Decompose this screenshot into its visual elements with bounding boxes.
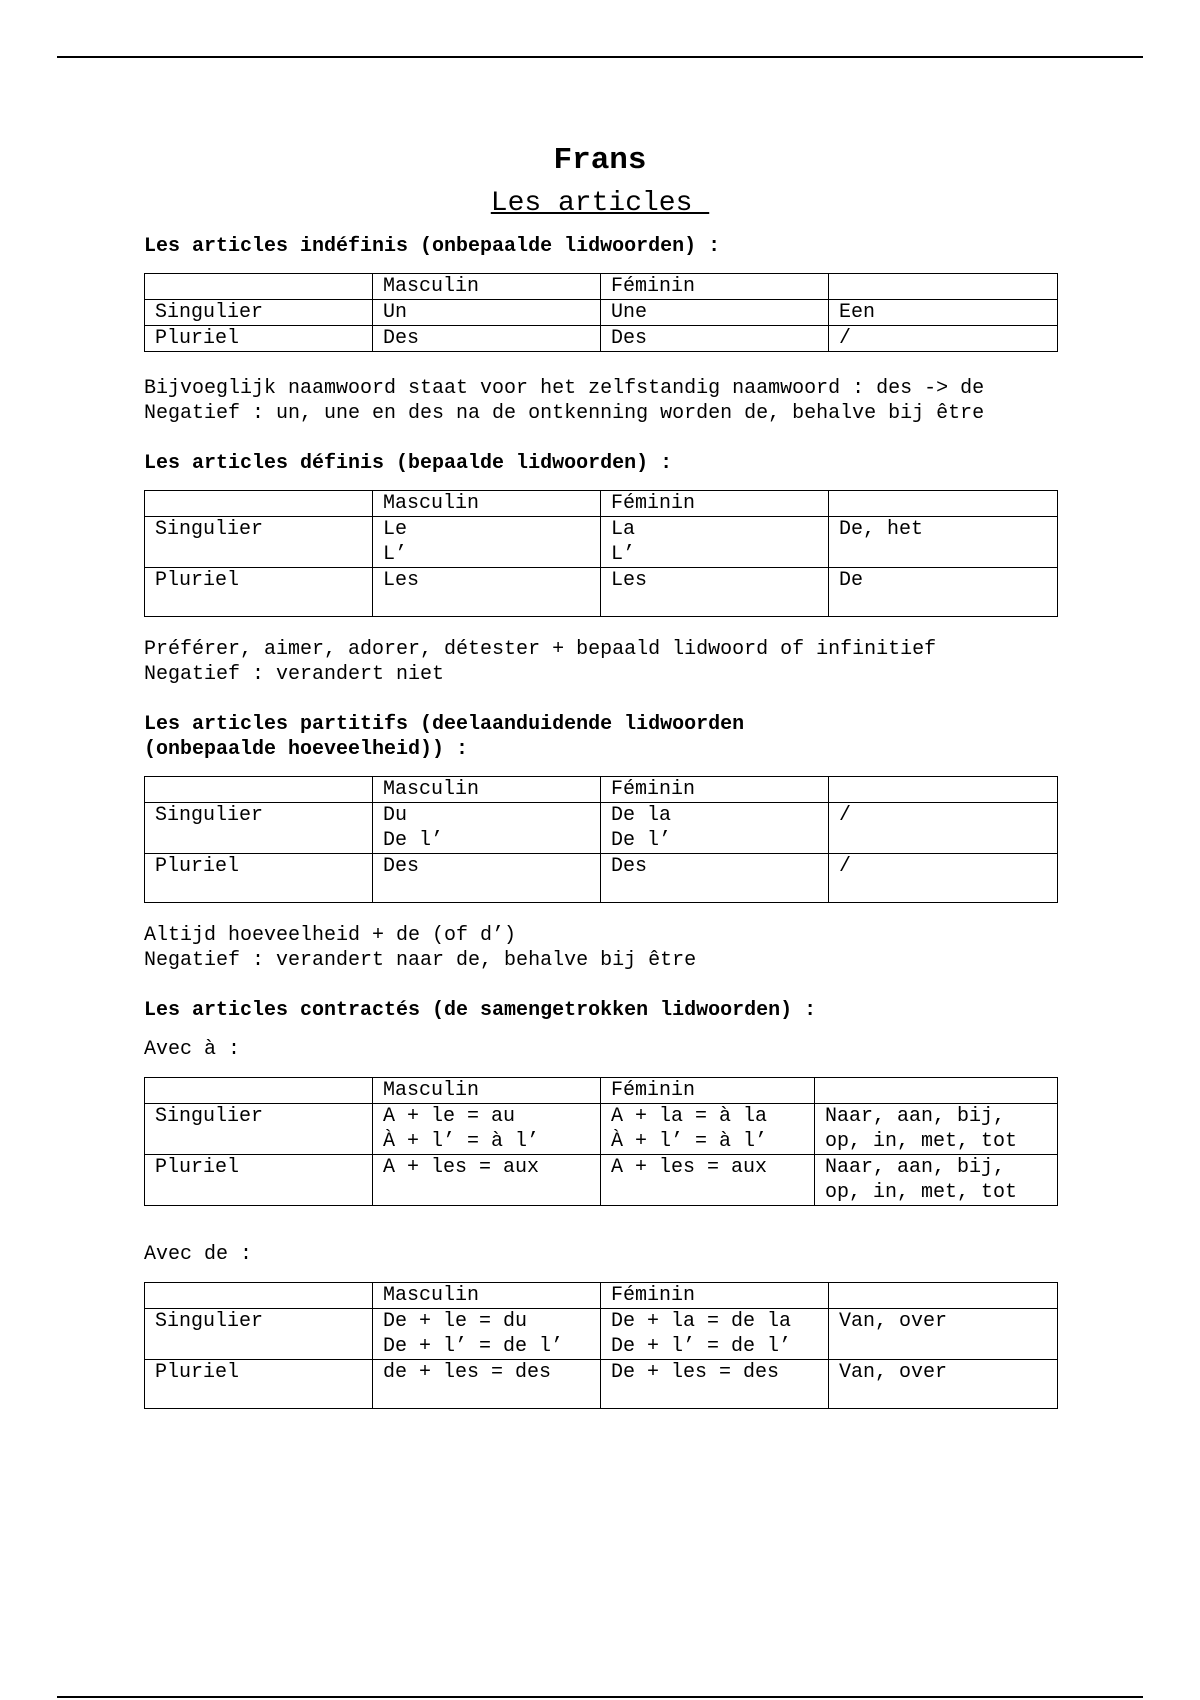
- table-cell: [829, 777, 1058, 803]
- table-cell: Les: [601, 568, 829, 617]
- top-rule: [57, 56, 1143, 58]
- table-cell: Pluriel: [145, 568, 373, 617]
- table-cell: Le L’: [373, 517, 601, 568]
- page-subtitle: [0, 186, 1200, 222]
- document-content: [144, 140, 1144, 1409]
- table-cell: Un: [373, 300, 601, 326]
- table-cell: [815, 1078, 1058, 1104]
- table-cell: Een: [829, 300, 1058, 326]
- table-row: [145, 1104, 1058, 1155]
- note-line: Bijvoeglijk naamwoord staat voor het zelfstandig naamwoord : des -> de: [144, 377, 985, 400]
- table-cell: A + le = au À + l’ = à l’: [373, 1104, 601, 1155]
- table-cell: A + la = à la À + l’ = à l’: [601, 1104, 815, 1155]
- note-line: Altijd hoeveelheid + de (of d’): [144, 924, 517, 947]
- table-cell: [145, 274, 373, 300]
- table-row: [145, 1155, 1058, 1206]
- table-partitifs: [144, 776, 1058, 903]
- heading-partitifs: Les articles partitifs (deelaanduidende lidwoorden (onbepaalde hoeveelheid)) :: [144, 713, 745, 761]
- table-cell: [829, 1283, 1058, 1309]
- table-cell: Du De l’: [373, 803, 601, 854]
- table-cell: de + les = des: [373, 1360, 601, 1409]
- table-cell: [145, 1283, 373, 1309]
- page-title: Frans: [553, 143, 647, 178]
- table-cell: Féminin: [601, 777, 829, 803]
- table-definis: [144, 490, 1058, 617]
- table-row: [145, 854, 1058, 903]
- table-header-row: [145, 491, 1058, 517]
- note-line: Negatief : verandert niet: [144, 663, 445, 686]
- table-cell: Des: [601, 326, 829, 352]
- table-cell: Pluriel: [145, 1360, 373, 1409]
- subtitle-text: Les articles: [490, 188, 710, 219]
- table-cell: A + les = aux: [601, 1155, 815, 1206]
- table-cell: Pluriel: [145, 1155, 373, 1206]
- table-cell: De + la = de la De + l’ = de l’: [601, 1309, 829, 1360]
- table-cell: A + les = aux: [373, 1155, 601, 1206]
- table-cell: Pluriel: [145, 326, 373, 352]
- table-cell: De, het: [829, 517, 1058, 568]
- table-cell: Féminin: [601, 274, 829, 300]
- table-avec-a: [144, 1077, 1058, 1206]
- note-line: Negatief : un, une en des na de ontkenning worden de, behalve bij être: [144, 402, 985, 425]
- table-cell: Masculin: [373, 491, 601, 517]
- table-cell: /: [829, 854, 1058, 903]
- table-cell: Une: [601, 300, 829, 326]
- table-cell: Masculin: [373, 274, 601, 300]
- note-line: Préférer, aimer, adorer, détester + bepaald lidwoord of infinitief: [144, 638, 937, 661]
- table-cell: Singulier: [145, 1309, 373, 1360]
- bottom-rule: [57, 1696, 1143, 1698]
- table-cell: Singulier: [145, 517, 373, 568]
- table-cell: Des: [373, 326, 601, 352]
- table-row: [145, 1309, 1058, 1360]
- table-cell: De + le = du De + l’ = de l’: [373, 1309, 601, 1360]
- table-cell: Pluriel: [145, 854, 373, 903]
- table-cell: Féminin: [601, 1283, 829, 1309]
- subheading-avec-a: Avec à :: [144, 1038, 241, 1061]
- heading-indefinis: Les articles indéfinis (onbepaalde lidwoorden) :: [144, 235, 721, 258]
- table-avec-de: [144, 1282, 1058, 1409]
- table-indefinis: [144, 273, 1058, 352]
- table-cell: Des: [601, 854, 829, 903]
- table-cell: De: [829, 568, 1058, 617]
- table-row: [145, 300, 1058, 326]
- table-cell: Féminin: [601, 491, 829, 517]
- table-row: [145, 517, 1058, 568]
- table-cell: [145, 1078, 373, 1104]
- table-cell: [145, 777, 373, 803]
- table-header-row: [145, 1078, 1058, 1104]
- table-row: [145, 568, 1058, 617]
- table-cell: Féminin: [601, 1078, 815, 1104]
- table-cell: Naar, aan, bij, op, in, met, tot: [815, 1155, 1058, 1206]
- table-cell: /: [829, 803, 1058, 854]
- table-row: [145, 1360, 1058, 1409]
- table-header-row: [145, 1283, 1058, 1309]
- table-cell: Masculin: [373, 1078, 601, 1104]
- table-cell: [829, 274, 1058, 300]
- table-header-row: [145, 777, 1058, 803]
- table-cell: Singulier: [145, 803, 373, 854]
- table-cell: /: [829, 326, 1058, 352]
- table-header-row: [145, 274, 1058, 300]
- table-cell: Van, over: [829, 1309, 1058, 1360]
- subheading-avec-de: Avec de :: [144, 1243, 253, 1266]
- table-cell: Naar, aan, bij, op, in, met, tot: [815, 1104, 1058, 1155]
- table-cell: Van, over: [829, 1360, 1058, 1409]
- table-cell: La L’: [601, 517, 829, 568]
- table-cell: [145, 491, 373, 517]
- table-cell: Des: [373, 854, 601, 903]
- table-cell: De la De l’: [601, 803, 829, 854]
- table-row: [145, 326, 1058, 352]
- note-line: Negatief : verandert naar de, behalve bij être: [144, 949, 697, 972]
- table-cell: Masculin: [373, 1283, 601, 1309]
- table-cell: De + les = des: [601, 1360, 829, 1409]
- heading-definis: Les articles définis (bepaalde lidwoorden) :: [144, 452, 673, 475]
- table-cell: Singulier: [145, 300, 373, 326]
- table-cell: Masculin: [373, 777, 601, 803]
- table-cell: Les: [373, 568, 601, 617]
- table-row: [145, 803, 1058, 854]
- table-cell: Singulier: [145, 1104, 373, 1155]
- heading-contractes: Les articles contractés (de samengetrokken lidwoorden) :: [144, 999, 817, 1022]
- table-cell: [829, 491, 1058, 517]
